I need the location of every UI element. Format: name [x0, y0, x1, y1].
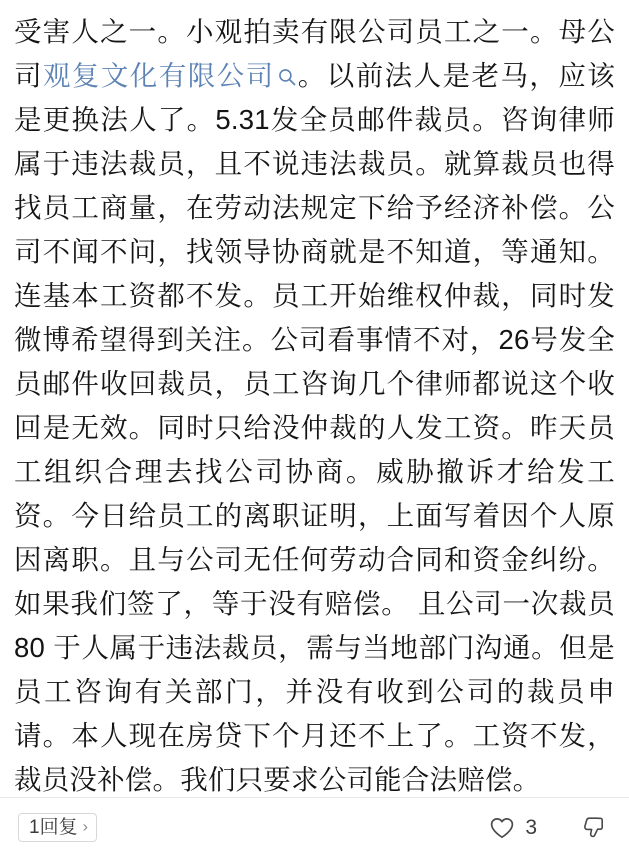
reply-count-label: 1回复 — [29, 817, 78, 838]
post-text-before-link: 受害人之一。小观拍卖有限公司员工之一。母公司 — [14, 16, 615, 91]
reaction-group — [489, 815, 607, 841]
like-count-label: 3 — [525, 816, 537, 839]
company-entity-label: 观复文化有限公司 — [42, 60, 275, 91]
post-action-bar — [0, 797, 629, 857]
heart-icon[interactable] — [489, 816, 515, 840]
reply-count-button[interactable] — [18, 813, 97, 842]
chevron-right-icon: › — [82, 818, 88, 835]
post-text-after-link: 。以前法人是老马，应该是更换法人了。5.31发全员邮件裁员。咨询律师属于违法裁员，且不说违法裁员。就算裁员也得找员工商量，在劳动法规定下给予经济补偿。公司不闻不问，找领导协商就是不知道，等通知。连基本工资都不发。员工开始维权仲裁，同时发微博希望得到关注。公司看事情不对，26号发全员邮件收回裁员，员工咨询几个律师都说这个收回是无效。同时只给没仲裁的人发工资。昨天员工组织合理去找公司协商。威胁撤诉才给发工资。今日给员工的离职证明，上面写着因个人原因离职。且与公司无任何劳动合同和资金纠纷。如果我们签了，等于没有赔偿。 且公司一次裁员 80 于人属于违法裁员，需与当地部门沟通。但是员工咨询有关部门，并没有收到公司的裁员申请。本人现在房贷下个月还不上了。工资不发，裁员没补偿。我们只要求公司能合法赔偿。 — [14, 60, 615, 795]
post-paragraph — [14, 10, 615, 802]
search-icon[interactable] — [277, 67, 297, 87]
company-entity-link[interactable] — [43, 60, 297, 91]
dislike-button[interactable] — [581, 815, 607, 841]
thumbs-down-icon[interactable] — [581, 815, 607, 841]
like-button[interactable] — [489, 816, 537, 840]
